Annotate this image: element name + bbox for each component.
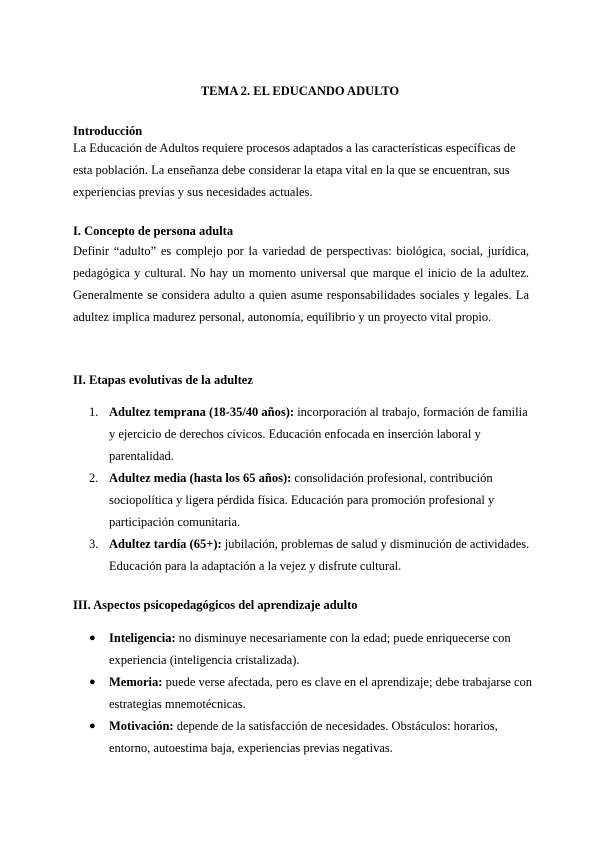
- list-item-text: consolidación profesional, contribución sociopolítica y ligera pérdida física. Educación para promoción profesional y participación comunitaria.: [109, 471, 495, 529]
- list-item: [73, 401, 533, 467]
- list-item: [73, 467, 533, 533]
- list-number: 1.: [89, 405, 99, 419]
- list-item-term: Memoria:: [109, 675, 163, 689]
- list-item-text: no disminuye necesariamente con la edad; puede enriquecerse con experiencia (inteligencia cristalizada).: [109, 631, 511, 667]
- section-1-heading: I. Concepto de persona adulta: [73, 224, 234, 238]
- list-item: [73, 533, 533, 577]
- bullet-icon: ●: [89, 676, 96, 688]
- list-item: [73, 671, 533, 715]
- list-item: [73, 715, 533, 759]
- list-number: 2.: [89, 471, 99, 485]
- aspects-list: [73, 627, 533, 759]
- intro-paragraph: La Educación de Adultos requiere procesos adaptados a las características específicas de esta población. La enseñanza debe considerar la etapa vital en la que se encuentran, sus experiencias previas y sus necesidades actuales.: [73, 141, 516, 199]
- list-item-term: Adultez tardía (65+):: [109, 537, 222, 551]
- list-item: [73, 627, 533, 671]
- bullet-icon: ●: [89, 632, 96, 644]
- list-number: 3.: [89, 537, 99, 551]
- section-2-heading: II. Etapas evolutivas de la adultez: [73, 373, 253, 387]
- list-item-text: jubilación, problemas de salud y disminución de actividades. Educación para la adaptación a la vejez y disfrute cultural.: [109, 537, 530, 573]
- bullet-icon: ●: [89, 720, 96, 732]
- list-item-text: depende de la satisfacción de necesidades. Obstáculos: horarios, entorno, autoestima baja, experiencias previas negativas.: [109, 719, 498, 755]
- list-item-term: Adultez temprana (18-35/40 años):: [109, 405, 295, 419]
- intro-heading: Introducción: [73, 124, 143, 138]
- list-item-term: Adultez media (hasta los 65 años):: [109, 471, 292, 485]
- list-item-term: Inteligencia:: [109, 631, 176, 645]
- section-3-heading: III. Aspectos psicopedagógicos del aprendizaje adulto: [73, 598, 358, 612]
- list-item-text: puede verse afectada, pero es clave en el aprendizaje; debe trabajarse con estrategias mnemotécnicas.: [109, 675, 533, 711]
- list-item-term: Motivación:: [109, 719, 174, 733]
- section-1-paragraph: Definir “adulto” es complejo por la variedad de perspectivas: biológica, social, jurídica, pedagógica y cultural. No hay un momento universal que marque el inicio de la adultez. Generalmente se considera adulto a quien asume responsabilidades sociales y legales. La adultez implica madurez personal, autonomía, equilibrio y un proyecto vital propio.: [73, 244, 529, 324]
- document-title: TEMA 2. EL EDUCANDO ADULTO: [200, 84, 400, 98]
- stages-list: [73, 401, 533, 577]
- list-item-text: incorporación al trabajo, formación de familia y ejercicio de derechos cívicos. Educación enfocada en inserción laboral y parentalidad.: [109, 405, 528, 463]
